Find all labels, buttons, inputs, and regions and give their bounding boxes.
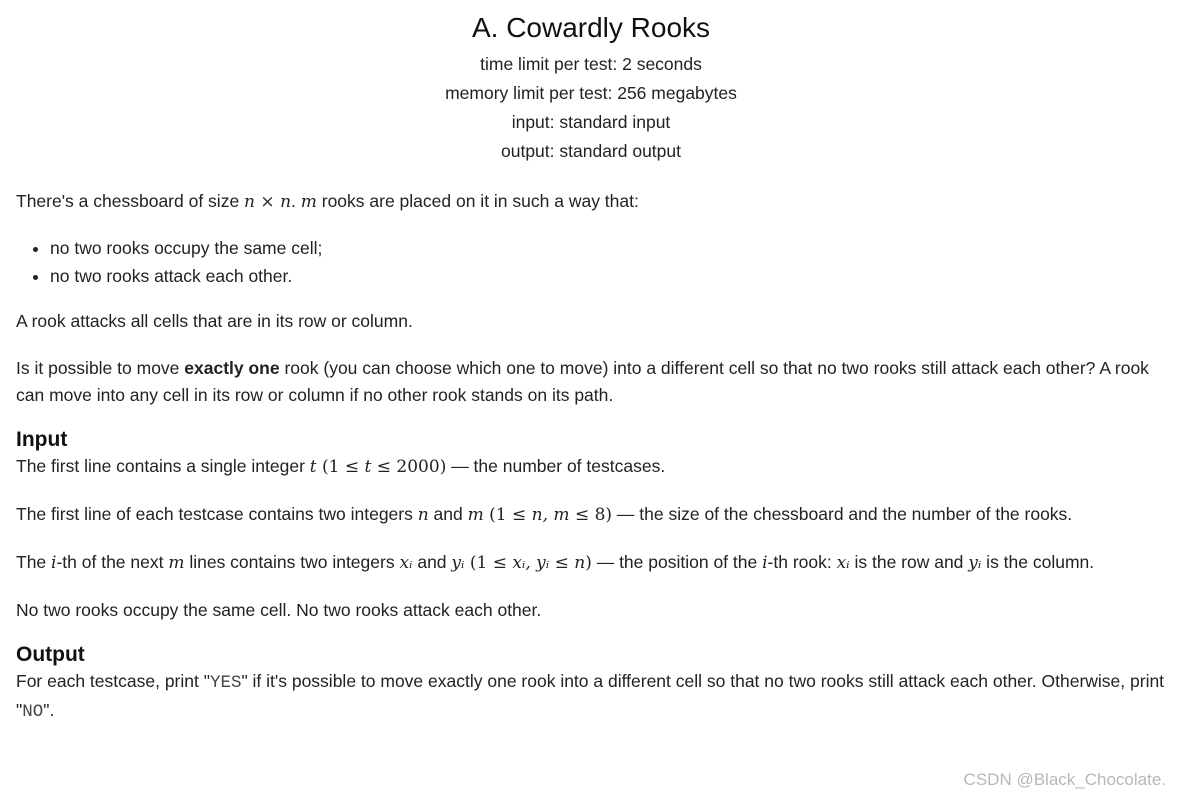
output-heading: Output bbox=[16, 643, 85, 666]
math-expression: (1 ≤ bbox=[464, 553, 513, 573]
memory-limit: memory limit per test: 256 megabytes bbox=[445, 83, 737, 103]
math-expression: m bbox=[467, 505, 484, 525]
math-expression: ) bbox=[585, 553, 592, 573]
paragraph bbox=[16, 453, 1166, 481]
text-segment: -th of the next bbox=[56, 552, 169, 572]
text-segment: " if it's possible to move exactly one rook into a different cell so that no two rooks still attack each other. Otherwise, print " bbox=[16, 671, 1165, 720]
math-expression: × bbox=[255, 192, 281, 212]
input-section bbox=[16, 453, 1166, 624]
output-section bbox=[16, 668, 1166, 726]
paragraph bbox=[16, 188, 1166, 216]
text-segment: The bbox=[16, 552, 52, 572]
text-segment: There's a chessboard of size bbox=[16, 191, 245, 211]
text-segment: exactly one bbox=[184, 358, 280, 378]
text-segment: The first line contains a single integer bbox=[16, 456, 310, 476]
text-segment: rook (you can choose which one to move) into a different cell so that no two rooks still attack each other? A rook can move into any cell in its row or column if no other rook stands on its path. bbox=[16, 358, 1149, 405]
text-segment: and bbox=[428, 504, 468, 524]
text-segment: For each testcase, print " bbox=[16, 671, 210, 691]
text-segment: lines contains two integers bbox=[184, 552, 400, 572]
paragraph bbox=[16, 308, 1166, 335]
math-expression: n bbox=[280, 192, 292, 212]
text-segment: and bbox=[412, 552, 452, 572]
paragraph bbox=[16, 549, 1166, 577]
output-file: output: standard output bbox=[501, 141, 681, 161]
text-segment: — the position of the bbox=[591, 552, 763, 572]
text-segment: — the size of the chessboard and the number of the rooks. bbox=[612, 504, 1073, 524]
math-expression: n bbox=[244, 192, 255, 212]
code-literal: YES bbox=[209, 673, 242, 693]
math-expression: xᵢ bbox=[399, 553, 413, 573]
math-expression: n bbox=[574, 553, 586, 573]
text-segment: — the number of testcases. bbox=[446, 456, 666, 476]
math-expression: m bbox=[168, 553, 185, 573]
math-expression: i bbox=[51, 553, 57, 573]
text-segment: A rook attacks all cells that are in its row or column. bbox=[16, 311, 413, 331]
math-expression: (1 ≤ bbox=[483, 505, 532, 525]
paragraph bbox=[16, 501, 1166, 529]
conditions-list bbox=[16, 234, 1166, 290]
math-expression: (1 ≤ bbox=[316, 457, 365, 477]
input-file: input: standard input bbox=[511, 112, 671, 132]
text-segment: . bbox=[291, 191, 301, 211]
text-segment: is the row and bbox=[849, 552, 969, 572]
list-item: • no two rooks occupy the same cell; bbox=[50, 234, 1166, 262]
legend-paragraphs bbox=[16, 188, 1166, 216]
text-segment: is the column. bbox=[981, 552, 1095, 572]
math-expression: t bbox=[364, 457, 372, 477]
math-expression: ≤ bbox=[549, 553, 575, 573]
math-expression: n, m bbox=[531, 505, 570, 525]
text-segment: The first line of each testcase contains two integers bbox=[16, 504, 418, 524]
problem-title: A. Cowardly Rooks bbox=[471, 12, 711, 43]
watermark: CSDN @Black_Chocolate. bbox=[963, 770, 1166, 789]
math-expression: xᵢ, yᵢ bbox=[512, 553, 550, 573]
text-segment: rooks are placed on it in such a way that: bbox=[316, 191, 639, 211]
paragraph bbox=[16, 355, 1166, 409]
math-expression: yᵢ bbox=[451, 553, 465, 573]
paragraph bbox=[16, 597, 1166, 624]
text-segment: -th rook: bbox=[767, 552, 837, 572]
paragraph bbox=[16, 668, 1166, 726]
math-expression: m bbox=[300, 192, 317, 212]
math-expression: i bbox=[762, 553, 768, 573]
legend-paragraphs-2 bbox=[16, 308, 1166, 409]
input-heading: Input bbox=[16, 428, 68, 451]
math-expression: t bbox=[309, 457, 317, 477]
text-segment: Is it possible to move bbox=[16, 358, 185, 378]
math-expression: ≤ 8) bbox=[569, 505, 613, 525]
math-expression: yᵢ bbox=[968, 553, 982, 573]
math-expression: xᵢ bbox=[836, 553, 850, 573]
text-segment: ". bbox=[43, 700, 55, 720]
text-segment: No two rooks occupy the same cell. No two rooks attack each other. bbox=[16, 600, 542, 620]
list-item: • no two rooks attack each other. bbox=[50, 262, 1166, 290]
math-expression: n bbox=[417, 505, 429, 525]
problem-statement bbox=[0, 10, 1180, 726]
math-expression: ≤ 2000) bbox=[371, 457, 447, 477]
code-literal: NO bbox=[22, 702, 44, 722]
time-limit: time limit per test: 2 seconds bbox=[480, 54, 702, 74]
